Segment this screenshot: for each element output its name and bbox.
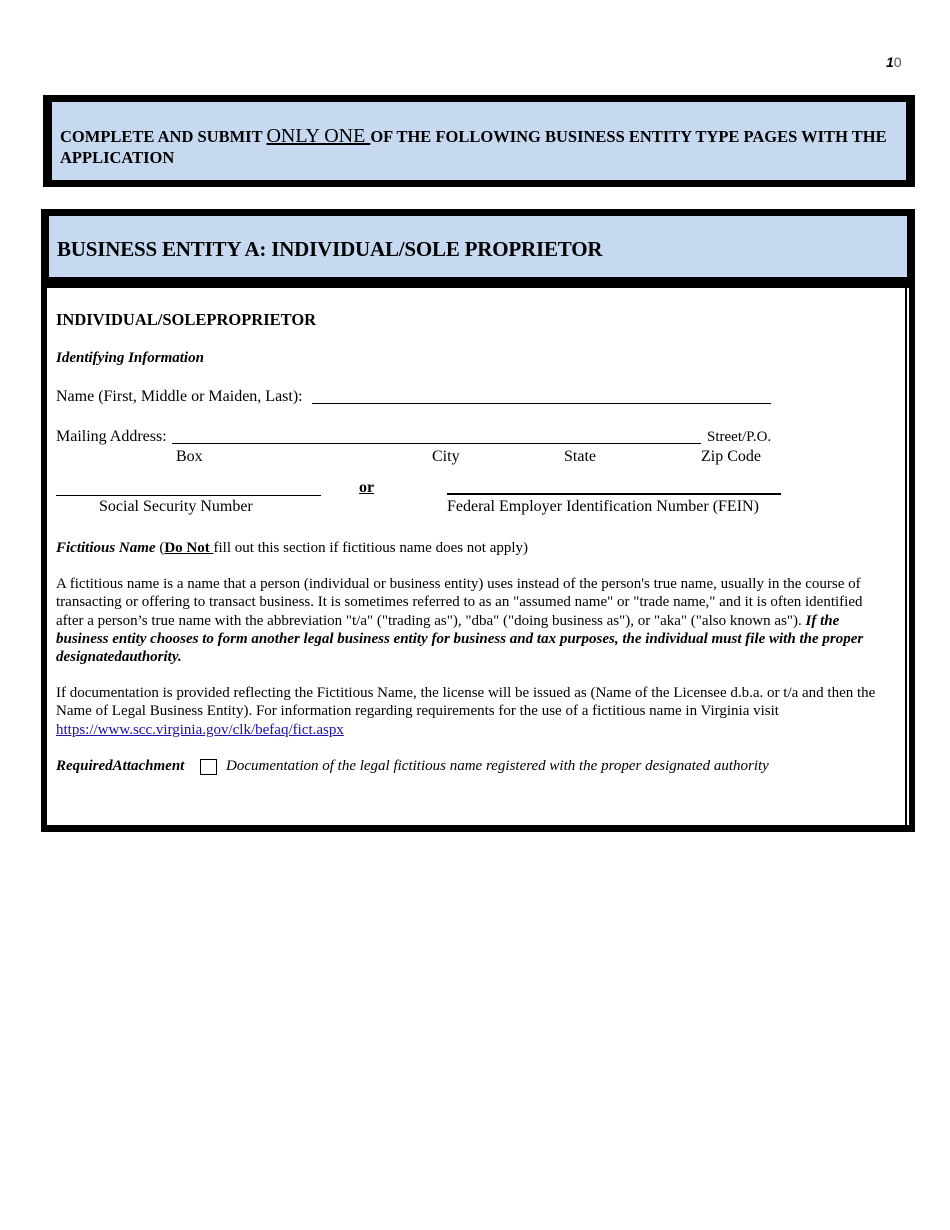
ssn-line[interactable]	[56, 495, 321, 496]
required-attachment-label: RequiredAttachment	[56, 758, 185, 774]
section-header	[41, 209, 915, 288]
fein-line[interactable]	[447, 493, 781, 495]
name-field-line[interactable]	[312, 403, 771, 404]
instruction-banner	[43, 95, 915, 187]
do-not-emphasis: Do Not	[164, 540, 214, 556]
street-label: Street/P.O.	[707, 429, 772, 445]
state-label: State	[564, 448, 596, 465]
zip-label: Zip Code	[701, 448, 761, 465]
name-label: Name (First, Middle or Maiden, Last):	[56, 388, 303, 405]
page-number: 10	[886, 54, 902, 70]
fictitious-name-paragraph: A fictitious name is a name that a person (individual or business entity) uses instead of the person's true name, usually in the course of transacting or offering to transact business. It is sometimes referred to as an "assumed name" or "trade name," and it is often identified after a person’s true name with the abbreviation "t/a" ("trading as"), "dba" ("doing business as"), or "aka" ("also known as"). If the business entity chooses to form another legal business entity for business and tax purposes, the individual must file with the proper designatedauthority.	[56, 576, 864, 666]
documentation-paragraph: If documentation is provided reflecting the Fictitious Name, the license will be issued as (Name of the Licensee d.b.a. or t/a and then the Name of Legal Business Entity). For information regarding requirements for the use of a fictitious name in Virginia visit https://www.scc.virginia.gov/clk/befaq/fict.aspx	[56, 685, 876, 738]
identifying-heading: Identifying Information	[56, 350, 204, 366]
fein-label: Federal Employer Identification Number (FEIN)	[447, 498, 759, 515]
only-one-emphasis: ONLY ONE	[266, 125, 371, 147]
or-label: or	[359, 479, 375, 496]
attachment-checkbox[interactable]	[200, 759, 217, 775]
city-label: City	[432, 448, 460, 465]
section-title: BUSINESS ENTITY A: INDIVIDUAL/SOLE PROPRIETOR	[57, 237, 603, 261]
attachment-description: Documentation of the legal fictitious name registered with the proper designated authority	[226, 758, 769, 774]
mailing-address-label: Mailing Address:	[56, 428, 167, 445]
mailing-address-line[interactable]	[172, 443, 701, 444]
ssn-label: Social Security Number	[99, 498, 253, 515]
fictitious-name-heading: Fictitious Name (Do Not fill out this section if fictitious name does not apply)	[56, 540, 529, 556]
instruction-text: COMPLETE AND SUBMIT ONLY ONE OF THE FOLLOWING BUSINESS ENTITY TYPE PAGES WITH THE APPLICATION	[60, 125, 887, 167]
box-label: Box	[176, 448, 203, 465]
form-frame	[41, 288, 915, 832]
scc-fictitious-name-link[interactable]: https://www.scc.virginia.gov/clk/befaq/fict.aspx	[56, 721, 344, 738]
form-subtitle: INDIVIDUAL/SOLEPROPRIETOR	[56, 310, 317, 329]
